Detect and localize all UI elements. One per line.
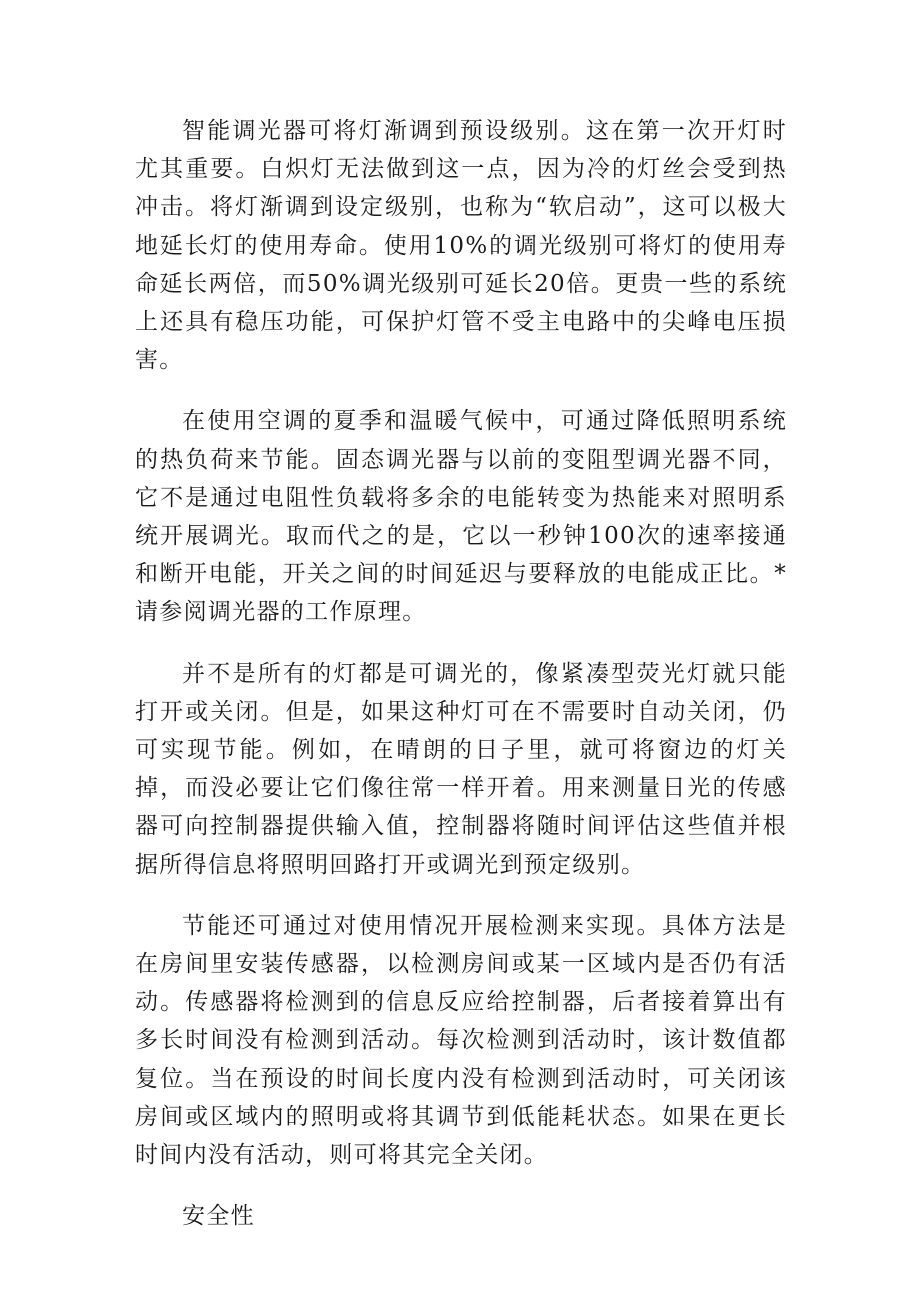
paragraph-smart-dimmer: 智能调光器可将灯渐调到预设级别。这在第一次开灯时尤其重要。白炽灯无法做到这一点，因为冷的灯丝会受到热冲击。将灯渐调到设定级别，也称为“软启动”，这可以极大地延长灯的使用寿命。使用10%的调光级别可将灯的使用寿命延长两倍，而50%调光级别可延长20倍。更贵一些的系统上还具有稳压功能，可保护灯管不受主电路中的尖峰电压损害。 bbox=[135, 118, 787, 374]
section-heading-safety: 安全性 bbox=[182, 1203, 255, 1230]
paragraph-occupancy-detection: 节能还可通过对使用情况开展检测来实现。具体方法是在房间里安装传感器，以检测房间或某一区域内是否仍有活动。传感器将检测到的信息反应给控制器，后者接着算出有多长时间没有检测到活动。每次检测到活动时，该计数值都复位。当在预设的时间长度内没有检测到活动时，可关闭该房间或区域内的照明或将其调节到低能耗状态。如果在更长时间内没有活动，则可将其完全关闭。 bbox=[135, 912, 787, 1169]
paragraph-daylight-sensing: 并不是所有的灯都是可调光的，像紧凑型荧光灯就只能打开或关闭。但是，如果这种灯可在不需要时自动关闭，仍可实现节能。例如，在晴朗的日子里，就可将窗边的灯关掉，而没必要让它们像往常一样开着。用来测量日光的传感器可向控制器提供输入值，控制器将随时间评估这些值并根据所得信息将照明回路打开或调光到预定级别。 bbox=[135, 660, 787, 878]
document-body bbox=[135, 112, 787, 1235]
paragraph-thermal-load: 在使用空调的夏季和温暖气候中，可通过降低照明系统的热负荷来节能。固态调光器与以前的变阻型调光器不同，它不是通过电阻性负载将多余的电能转变为热能来对照明系统开展调光。取而代之的是，它以一秒钟100次的速率接通和断开电能，开关之间的时间延迟与要释放的电能成正比。*请参阅调光器的工作原理。 bbox=[135, 408, 787, 626]
